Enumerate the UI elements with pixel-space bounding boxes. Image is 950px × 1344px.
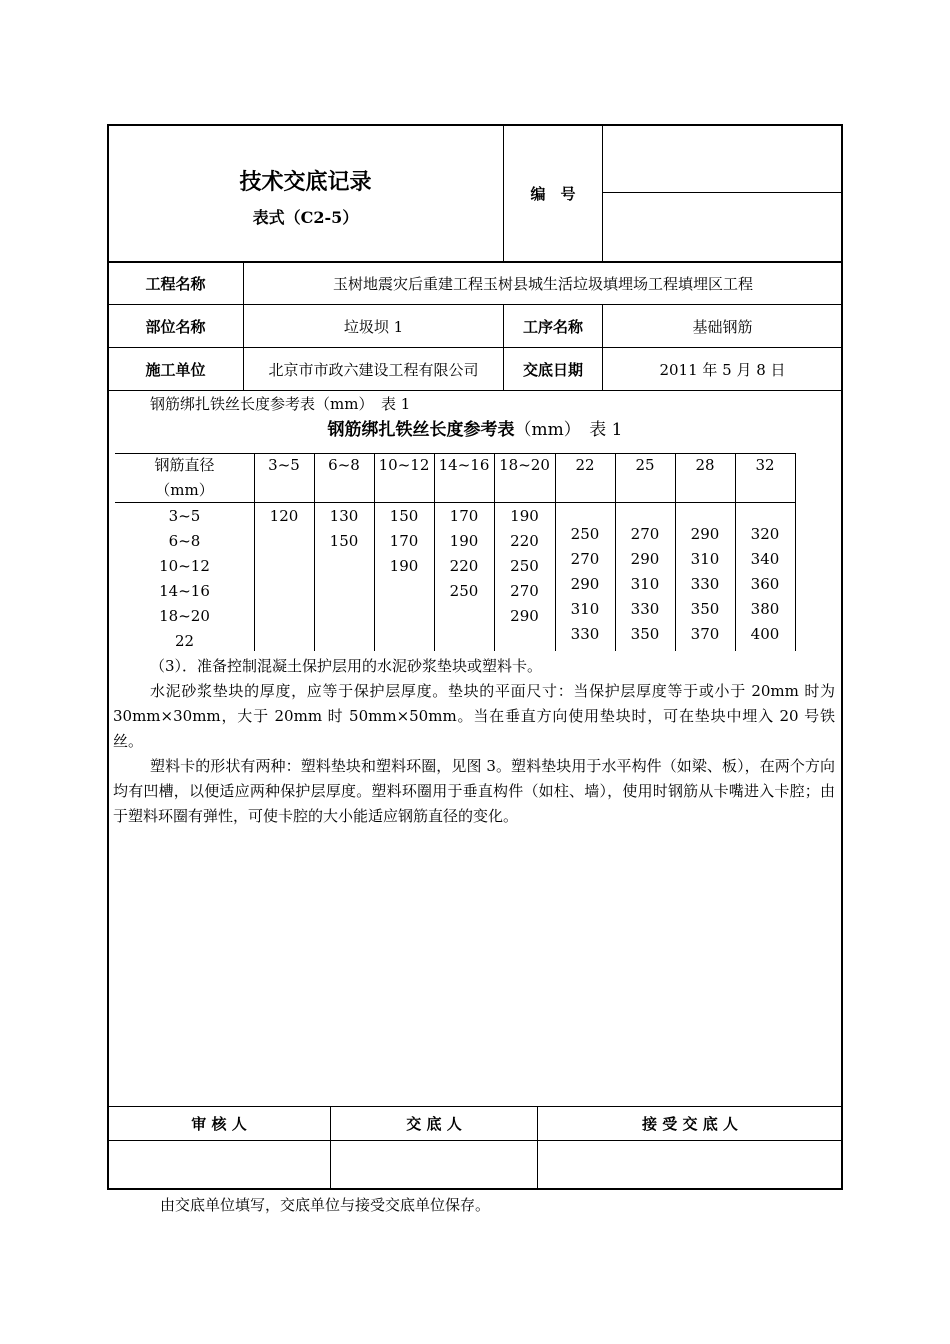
page-title: 技术交底记录 (239, 169, 372, 195)
header-divider (602, 192, 842, 193)
table-cell: 250 (570, 525, 600, 543)
table-cell: 220 (449, 557, 479, 575)
table-column-header: 10~12 (378, 456, 430, 474)
part-value: 垃圾坝 1 (343, 317, 404, 336)
project-name-value: 玉树地震灾后重建工程玉树县城生活垃圾填埋场工程填埋区工程 (332, 274, 753, 293)
table-title: 钢筋绑扎铁丝长度参考表 (327, 420, 515, 440)
table-cell: 360 (750, 575, 780, 593)
table-row-label: 6~8 (168, 532, 201, 550)
table-cell: 150 (329, 532, 359, 550)
project-name-label: 工程名称 (145, 274, 206, 293)
part-label: 部位名称 (145, 317, 206, 336)
table-col-divider (795, 453, 796, 651)
receiver-signature-field[interactable] (539, 1142, 841, 1188)
table-col-divider (254, 453, 255, 651)
unit-label: 施工单位 (145, 360, 206, 379)
table-column-header: 6~8 (328, 456, 360, 474)
table-column-header: 3~5 (268, 456, 300, 474)
table-cell: 310 (690, 550, 720, 568)
table-cell: 270 (570, 550, 600, 568)
number-label: 编 号 (530, 184, 576, 203)
table-cell: 370 (690, 625, 720, 643)
reviewer-signature-field[interactable] (110, 1142, 329, 1188)
table-column-header: 14~16 (438, 456, 490, 474)
table-row-label: 18~20 (159, 607, 210, 625)
table-cell: 190 (510, 507, 539, 525)
table-column-header: 28 (695, 456, 715, 474)
process-label: 工序名称 (522, 317, 583, 336)
reviewer-label: 审 核 人 (191, 1115, 247, 1133)
pre-caption: 钢筋绑扎铁丝长度参考表（mm） 表 1 (150, 395, 411, 413)
number-field-2[interactable] (604, 194, 841, 260)
receiver-label: 接 受 交 底 人 (642, 1115, 738, 1133)
table-cell: 190 (389, 557, 419, 575)
header-divider (602, 125, 603, 261)
table-cell: 170 (389, 532, 419, 550)
table-column-header: 32 (755, 456, 775, 474)
table-row-label: 14~16 (159, 582, 210, 600)
table-cell: 150 (389, 507, 419, 525)
table-cell: 330 (570, 625, 600, 643)
table-cell: 120 (269, 507, 299, 525)
table-cell: 350 (690, 600, 720, 618)
table-cell: 350 (630, 625, 660, 643)
footnote: 由交底单位填写，交底单位与接受交底单位保存。 (160, 1196, 491, 1214)
unit-value: 北京市市政六建设工程有限公司 (268, 360, 479, 379)
table-cell: 170 (449, 507, 479, 525)
table-cell: 190 (449, 532, 479, 550)
number-field[interactable] (604, 127, 841, 191)
table-caption (108, 418, 842, 442)
table-column-header: 25 (635, 456, 655, 474)
table-cell: 130 (329, 507, 359, 525)
table-cell: 310 (570, 600, 600, 618)
table-cell: 330 (630, 600, 660, 618)
table-column-header: 18~20 (499, 456, 550, 474)
table-cell: 290 (510, 607, 539, 625)
table-row-label: 22 (174, 632, 195, 650)
discloser-signature-field[interactable] (332, 1142, 536, 1188)
table-cell: 270 (510, 582, 539, 600)
table-cell: 290 (630, 550, 660, 568)
discloser-label: 交 底 人 (406, 1115, 462, 1133)
table-cell: 250 (449, 582, 479, 600)
table-cell: 310 (630, 575, 660, 593)
table-cell: 400 (750, 625, 780, 643)
paragraph-1: 水泥砂浆垫块的厚度，应等于保护层厚度。垫块的平面尺寸：当保护层厚度等于或小于 20mm 时为 30mm×30mm，大于 20mm 时 50mm×50mm。当在垂直方向使用垫块时，可在垫块中埋入 20 号铁丝。 (113, 682, 835, 750)
process-value: 基础钢筋 (692, 317, 753, 336)
table-row-label: 10~12 (159, 557, 210, 575)
item-3: （3）．准备控制混凝土保护层用的水泥砂浆垫块或塑料卡。 (150, 657, 543, 675)
table-cell: 340 (750, 550, 780, 568)
row-divider (108, 390, 842, 391)
table-cell: 380 (750, 600, 780, 618)
table-column-header: 22 (575, 456, 595, 474)
date-value: 2011 年 5 月 8 日 (659, 360, 786, 379)
table-cell: 290 (690, 525, 720, 543)
table-cell: 220 (510, 532, 539, 550)
table-row-label: 3~5 (168, 507, 201, 525)
sign-divider (108, 1140, 842, 1141)
table-title-suffix: （mm） 表 1 (514, 420, 623, 440)
table-cell: 290 (570, 575, 600, 593)
form-code: 表式（C2-5） (252, 208, 359, 227)
table-corner-unit: （mm） (155, 481, 214, 499)
table-cell: 330 (690, 575, 720, 593)
table-cell: 250 (510, 557, 539, 575)
paragraph-2: 塑料卡的形状有两种：塑料垫块和塑料环圈，见图 3。塑料垫块用于水平构件（如梁、板），在两个方向均有凹槽，以便适应两种保护层厚度。塑料环圈用于垂直构件（如柱、墙），使用时钢筋从卡嘴进入卡腔；由于塑料环圈有弹性，可使卡腔的大小能适应钢筋直径的变化。 (113, 757, 835, 825)
date-label: 交底日期 (522, 360, 583, 379)
table-cell: 320 (750, 525, 780, 543)
table-cell: 270 (630, 525, 660, 543)
table-corner-label: 钢筋直径 (154, 456, 215, 474)
